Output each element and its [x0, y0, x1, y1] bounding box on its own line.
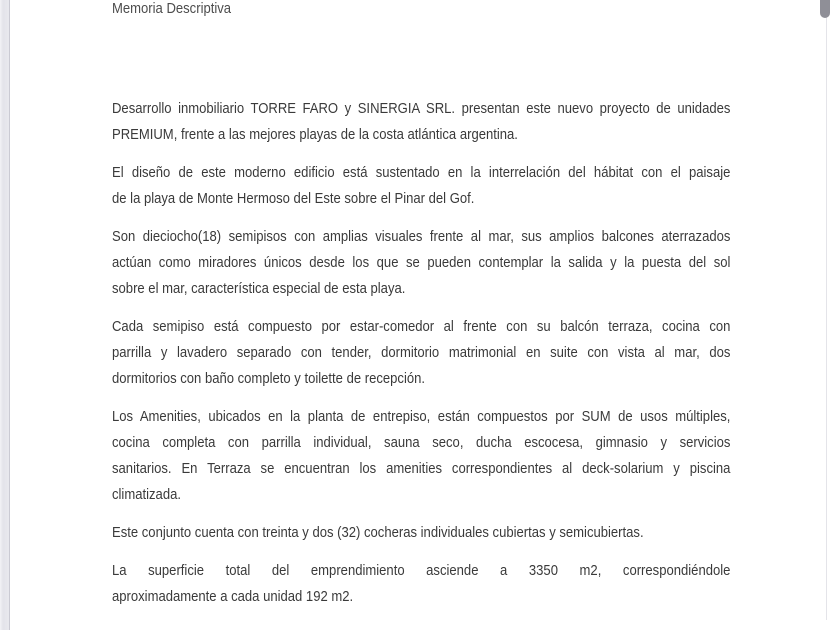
paragraph — [112, 520, 730, 546]
text-line: PREMIUM, frente a las mejores playas de la costa atlántica argentina. — [112, 126, 518, 143]
text-line: Los Amenities, ubicados en la planta de entrepiso, están compuestos por SUM de usos múltiples, — [112, 408, 731, 425]
paragraph — [112, 558, 730, 610]
text-line: Cada semipiso está compuesto por estar-comedor al frente con su balcón terraza, cocina con — [112, 318, 731, 335]
paragraph — [112, 224, 730, 302]
text-line: La superficie total del emprendimiento asciende a 3350 m2, correspondiéndole — [112, 562, 731, 579]
text-line: sanitarios. En Terraza se encuentran los amenities correspondientes al deck-solarium y piscina — [112, 460, 731, 477]
text-line: El diseño de este moderno edificio está sustentado en la interrelación del hábitat con el paisaje — [112, 164, 731, 181]
text-line: Son dieciocho(18) semipisos con amplias visuales frente al mar, sus amplios balcones aterrazados — [112, 228, 731, 245]
document-body — [112, 96, 730, 610]
page-header: Memoria Descriptiva — [112, 0, 232, 17]
text-line: climatizada. — [112, 486, 181, 503]
paragraph — [112, 96, 730, 148]
paragraph — [112, 314, 730, 392]
scrollbar-thumb[interactable] — [820, 0, 830, 18]
page-left-edge — [0, 0, 10, 630]
paragraph — [112, 160, 730, 212]
text-line: actúan como miradores únicos desde los que se pueden contemplar la salida y la puesta del sol — [112, 254, 731, 271]
text-line: parrilla y lavadero separado con tender, dormitorio matrimonial en suite con vista al mar, dos — [112, 344, 731, 361]
text-line: cocina completa con parrilla individual, sauna seco, ducha escocesa, gimnasio y servicios — [112, 434, 731, 451]
text-line: aproximadamente a cada unidad 192 m2. — [112, 588, 354, 605]
paragraph — [112, 404, 730, 508]
text-line: Este conjunto cuenta con treinta y dos (32) cocheras individuales cubiertas y semicubiertas. — [112, 524, 644, 541]
text-line: Desarrollo inmobiliario TORRE FARO y SINERGIA SRL. presentan este nuevo proyecto de unidades — [112, 100, 731, 117]
text-line: dormitorios con baño completo y toilette de recepción. — [112, 370, 426, 387]
text-line: de la playa de Monte Hermoso del Este sobre el Pinar del Gof. — [112, 190, 475, 207]
document-content — [112, 0, 730, 622]
scrollbar-track — [826, 16, 827, 620]
scrollbar[interactable] — [826, 0, 840, 630]
text-line: sobre el mar, característica especial de esta playa. — [112, 280, 406, 297]
